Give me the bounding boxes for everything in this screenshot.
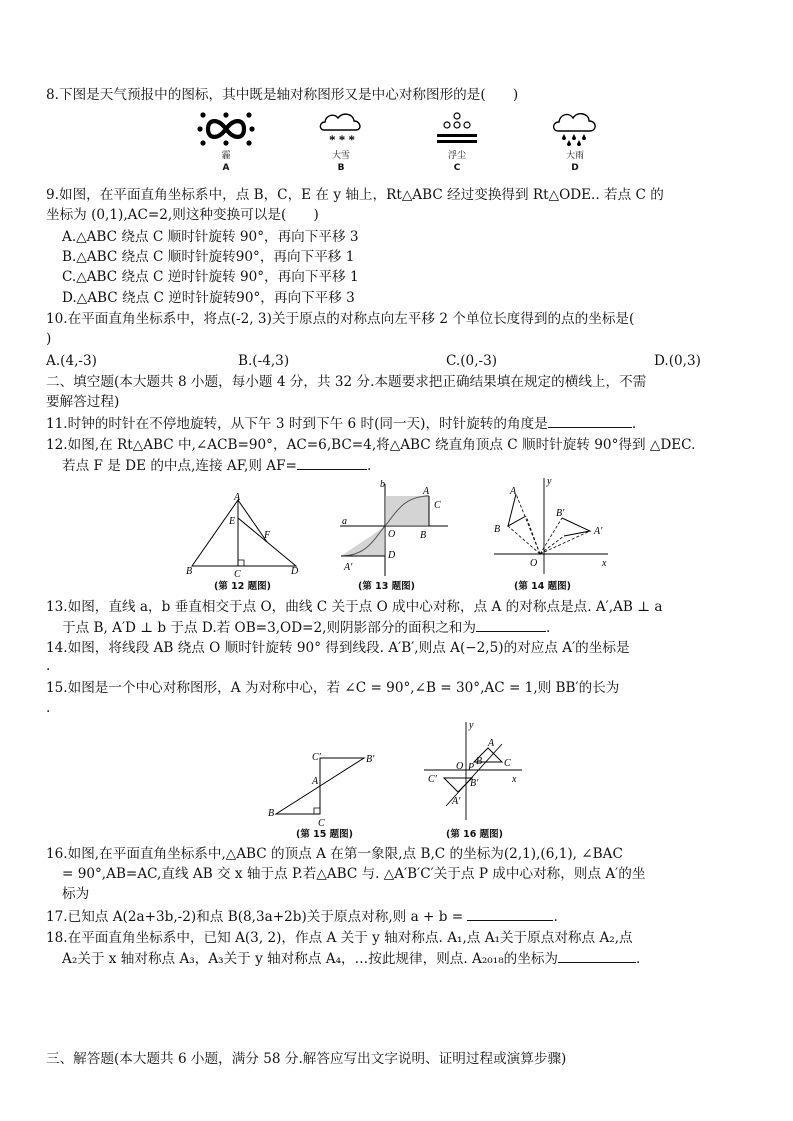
q13-line2 — [62, 618, 550, 637]
f16-label-x: x — [512, 774, 517, 785]
figure-13 — [338, 478, 450, 578]
q9-line1: 9.如图，在平面直角坐标系中，点 B，C，E 在 y 轴上，Rt△ABC 经过变换得到 Rt△ODE.. 若点 C 的 — [46, 187, 664, 203]
f14-label-y: y — [547, 476, 552, 487]
q9-option-d: D.△ABC 绕点 C 逆时针旋转90°，再向下平移 3 — [62, 290, 355, 306]
q9-option-a: A.△ABC 绕点 C 顺时针旋转 90°，再向下平移 3 — [62, 229, 359, 245]
q17-stem: 17.已知点 A(2a+3b,-2)和点 B(8,3a+2b)关于原点对称,则 a + b = — [46, 909, 468, 925]
q16-line2: = 90°,AB=AC,直线 AB 交 x 轴于点 P.若△ABC 与. △A′B′C′关于点 P 成中心对称，则点 A′的坐 — [62, 866, 646, 882]
q18-stem: A₂关于 x 轴对称点 A₃，A₃关于 y 轴对称点 A₄，…按此规律，则点. A₂₀₁₈的坐标为 — [62, 951, 559, 967]
q18-line1: 18.在平面直角坐标系中，已知 A(3, 2)，作点 A 关于 y 轴对称点. A₁,点 A₁关于原点对称点 A₂,点 — [46, 930, 633, 946]
f14-label-b: B — [494, 524, 501, 535]
f14-label-b-prime: B′ — [556, 508, 565, 519]
figure-15-central-symmetry — [268, 744, 384, 834]
f14-label-a: A — [510, 486, 517, 497]
f15-label-c-prime: C′ — [312, 752, 321, 763]
q18-period: . — [636, 951, 641, 967]
figure-13-curve — [338, 478, 450, 578]
f16-label-a: A — [488, 738, 495, 749]
figure-16-coordinate-plane — [422, 720, 534, 822]
f12-label-a: A — [234, 492, 241, 503]
q15-line1: 15.如图是一个中心对称图形，A 为对称中心，若 ∠C = 90°,∠B = 30°,AC = 1,则 BB′的长为 — [46, 680, 620, 696]
f12-label-e: E — [229, 516, 236, 527]
q10-option-c: C.(0,-3) — [446, 353, 498, 369]
f16-label-o: O — [456, 761, 464, 772]
q12-period: . — [366, 458, 372, 474]
f13-label-b-point: B — [420, 530, 427, 541]
f12-label-d: D — [291, 566, 299, 577]
figure-16 — [422, 720, 534, 822]
q13-period: . — [545, 620, 551, 636]
icon-heavy-rain — [552, 110, 598, 148]
caption-fig-14: (第 14 题图) — [514, 581, 572, 592]
rain-cloud-icon — [552, 110, 598, 148]
f13-label-c: C — [434, 500, 441, 511]
q9-option-c: C.△ABC 绕点 C 逆时针旋转 90°，再向下平移 1 — [62, 269, 359, 285]
f13-label-a-prime: A′ — [344, 562, 353, 573]
f16-label-b: B — [476, 756, 483, 767]
f12-label-c: C — [234, 569, 241, 580]
caption-fig-16: (第 16 题图) — [446, 829, 504, 840]
q8-text: 8.下图是天气预报中的图标，其中既是轴对称图形又是中心对称图形的是( ) — [46, 87, 519, 103]
f15-label-c: C — [318, 818, 325, 829]
f16-label-c: C — [504, 758, 511, 769]
q14-line1: 14.如图，将线段 AB 绕点 O 顺时针旋转 90° 得到线段. A′B′,则点 A(−2,5)的对应点 A′的坐标是 — [46, 640, 630, 656]
q18-answer-blank[interactable] — [558, 949, 636, 963]
q11-period: . — [631, 416, 637, 432]
f16-label-y: y — [469, 720, 474, 731]
f14-label-o: O — [530, 558, 538, 569]
f13-label-b: b — [380, 479, 385, 490]
q12-answer-blank[interactable] — [297, 456, 367, 470]
q12-stem: 若点 F 是 DE 的中点,连接 AF,则 AF= — [62, 458, 297, 474]
icon-rain-letter: D — [571, 163, 579, 173]
q17-period: . — [553, 909, 558, 925]
dust-icon — [434, 110, 480, 148]
q12-line1: 12.如图,在 Rt△ABC 中,∠ACB=90°，AC=6,BC=4,将△ABC 绕直角顶点 C 顺时针旋转 90°得到 △DEC. — [46, 437, 696, 453]
f12-label-f: F — [264, 530, 271, 541]
icon-dust-letter: C — [453, 163, 461, 173]
q10-option-d: D.(0,3) — [654, 353, 701, 369]
haze-icon — [196, 110, 256, 148]
q10-line2: ) — [46, 331, 52, 347]
snow-cloud-icon — [318, 110, 364, 148]
figure-12-triangles — [184, 490, 310, 590]
f15-label-b-prime: B′ — [366, 754, 375, 765]
f16-label-a-prime: A′ — [452, 796, 461, 807]
caption-fig-12: (第 12 题图) — [214, 581, 272, 592]
q9-line2: 坐标为 (0,1),AC=2,则这种变换可以是( ) — [46, 207, 319, 223]
q17-answer-blank[interactable] — [467, 907, 553, 921]
q15-line2: . — [46, 700, 51, 716]
caption-fig-15: (第 15 题图) — [296, 829, 354, 840]
q10-line1: 10.在平面直角坐标系中，将点(-2, 3)关于原点的对称点向左平移 2 个单位长度得到的点的坐标是( — [46, 311, 635, 327]
figure-12 — [184, 490, 310, 590]
f14-label-x: x — [602, 558, 607, 569]
q13-stem: 于点 B, A′D ⊥ b 于点 D.若 OB=3,OD=2,则阴影部分的面积之和为 — [62, 620, 476, 636]
q9-option-b: B.△ABC 绕点 C 顺时针旋转90°，再向下平移 1 — [62, 249, 355, 265]
q10-option-a: A.(4,-3) — [46, 353, 97, 369]
f14-label-a-prime: A′ — [594, 526, 603, 537]
q13-answer-blank[interactable] — [476, 618, 546, 632]
q10-option-b: B.(-4,3) — [238, 353, 290, 369]
q12-line2 — [62, 456, 371, 475]
q16-line1: 16.如图,在平面直角坐标系中,△ABC 的顶点 A 在第一象限,点 B,C 的坐标为(2,1),(6,1), ∠BAC — [46, 846, 623, 862]
figure-14-rotation — [490, 474, 616, 578]
icon-snow-letter: B — [337, 163, 345, 173]
icon-dust-name: 浮尘 — [447, 151, 466, 161]
icon-floating-dust — [434, 110, 480, 148]
figure-14 — [490, 474, 616, 578]
caption-fig-13: (第 13 题图) — [358, 581, 416, 592]
icon-rain-name: 大雨 — [565, 151, 584, 161]
icon-haze-letter: A — [222, 163, 230, 173]
f15-label-a: A — [312, 776, 319, 787]
f13-label-d: D — [388, 550, 396, 561]
q11-stem: 11.时钟的时针在不停地旋转，从下午 3 时到下午 6 时(同一天)，时针旋转的角度是 — [46, 416, 548, 432]
q16-line3: 标为 — [62, 886, 90, 902]
f16-label-p: P — [468, 762, 475, 773]
f13-label-a-line: a — [342, 516, 347, 527]
f16-label-b-prime: B′ — [470, 778, 479, 789]
f13-label-o: O — [388, 529, 396, 540]
icon-haze-name: 霾 — [221, 151, 231, 161]
section2-heading-line2: 要解答过程) — [46, 394, 120, 410]
q13-line1: 13.如图，直线 a，b 垂直相交于点 O，曲线 C 关于点 O 成中心对称，点 A 的对称点是点. A′,AB ⊥ a — [46, 599, 663, 615]
icon-heavy-snow — [318, 110, 364, 148]
section2-heading-line1: 二、填空题(本大题共 8 小题，每小题 4 分，共 32 分.本题要求把正确结果填在规定的横线上，不需 — [46, 374, 647, 390]
icon-snow-name: 大雪 — [331, 151, 350, 161]
figure-15 — [268, 744, 384, 834]
f16-label-c-prime: C′ — [428, 774, 437, 785]
q14-line2: . — [46, 658, 51, 674]
q11-answer-blank[interactable] — [548, 414, 632, 428]
f12-label-b: B — [186, 566, 193, 577]
f13-label-a: A — [423, 486, 430, 497]
f15-label-b: B — [268, 808, 275, 819]
q18-line2 — [62, 949, 640, 968]
q11-text — [46, 414, 636, 433]
svg-text:* * *: * * * — [329, 132, 355, 147]
section3-heading: 三、解答题(本大题共 6 小题，满分 58 分.解答应写出文字说明、证明过程或演算步骤) — [46, 1051, 567, 1067]
q17-text — [46, 907, 558, 926]
